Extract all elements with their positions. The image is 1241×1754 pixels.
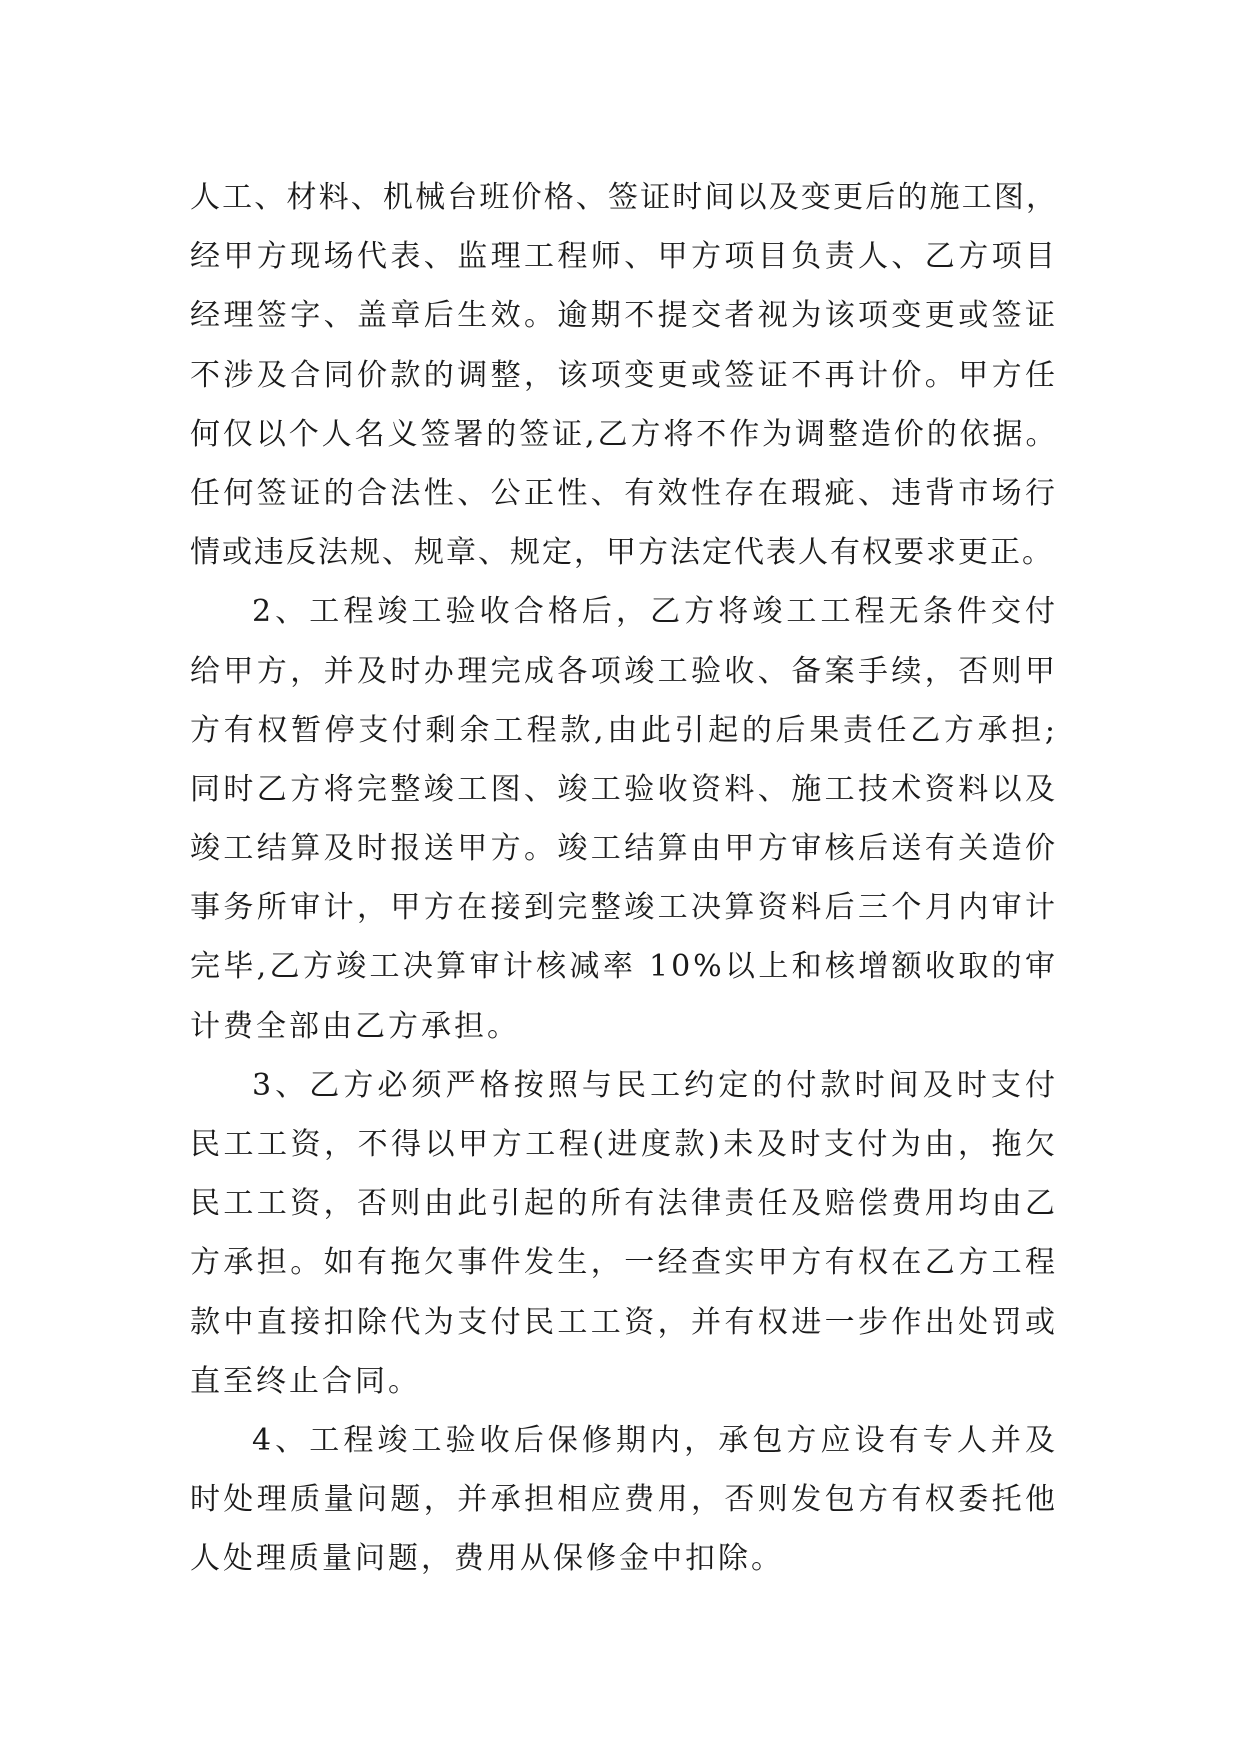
text-line: 经理签字、盖章后生效。逾期不提交者视为该项变更或签证 — [190, 298, 1058, 334]
text-line: 民工工资，否则由此引起的所有法律责任及赔偿费用均由乙 — [190, 1186, 1058, 1222]
text-line: 经甲方现场代表、监理工程师、甲方项目负责人、乙方项目 — [190, 239, 1058, 275]
document-body — [190, 168, 1058, 1589]
paragraph-1-continuation — [190, 168, 1058, 582]
text-line: 给甲方，并及时办理完成各项竣工验收、备案手续，否则甲 — [190, 653, 1058, 689]
paragraph-4 — [190, 1411, 1058, 1589]
paragraph-3 — [190, 1056, 1058, 1411]
paragraph-2 — [190, 582, 1058, 1056]
text-line: 方有权暂停支付剩余工程款,由此引起的后果责任乙方承担; — [190, 712, 1058, 748]
text-line: 4、工程竣工验收后保修期内，承包方应设有专人并及 — [252, 1422, 1058, 1458]
text-line: 直至终止合同。 — [190, 1363, 421, 1399]
text-line: 民工工资，不得以甲方工程(进度款)未及时支付为由，拖欠 — [190, 1127, 1058, 1162]
text-line: 竣工结算及时报送甲方。竣工结算由甲方审核后送有关造价 — [190, 831, 1058, 867]
text-line: 同时乙方将完整竣工图、竣工验收资料、施工技术资料以及 — [190, 771, 1058, 807]
text-line: 情或违反法规、规章、规定，甲方法定代表人有权要求更正。 — [190, 535, 1054, 571]
text-line: 不涉及合同价款的调整，该项变更或签证不再计价。甲方任 — [190, 357, 1058, 393]
text-line: 2、工程竣工验收合格后，乙方将竣工工程无条件交付 — [252, 594, 1058, 630]
text-line: 人工、材料、机械台班价格、签证时间以及变更后的施工图， — [190, 180, 1058, 215]
text-line: 时处理质量问题，并承担相应费用，否则发包方有权委托他 — [190, 1482, 1058, 1518]
text-line: 何仅以个人名义签署的签证,乙方将不作为调整造价的依据。 — [190, 416, 1058, 452]
text-line: 款中直接扣除代为支付民工工资，并有权进一步作出处罚或 — [190, 1304, 1058, 1340]
text-line: 方承担。如有拖欠事件发生，一经查实甲方有权在乙方工程 — [190, 1245, 1058, 1281]
text-line: 人处理质量问题，费用从保修金中扣除。 — [190, 1541, 784, 1577]
text-line: 完毕,乙方竣工决算审计核减率 10%以上和核增额收取的审 — [190, 949, 1058, 985]
text-line: 任何签证的合法性、公正性、有效性存在瑕疵、违背市场行 — [190, 475, 1058, 511]
text-line: 事务所审计，甲方在接到完整竣工决算资料后三个月内审计 — [190, 890, 1058, 926]
text-line: 3、乙方必须严格按照与民工约定的付款时间及时支付 — [252, 1067, 1058, 1103]
text-line: 计费全部由乙方承担。 — [190, 1008, 520, 1044]
